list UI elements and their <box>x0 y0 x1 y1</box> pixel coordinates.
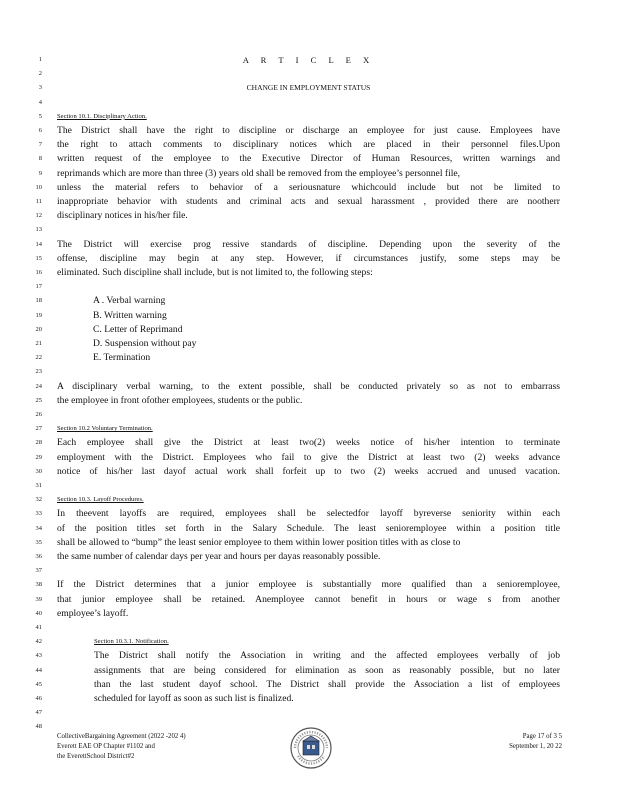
line-number: 41 <box>35 624 42 631</box>
document-line <box>0 309 618 323</box>
document-line <box>0 706 618 720</box>
article-title: A R T I C L E X <box>242 55 375 65</box>
document-line <box>0 223 618 237</box>
line-number: 29 <box>35 453 42 461</box>
list-item: B. Written warning <box>93 309 167 321</box>
body-text-line: assignments that are being considered for elimination as soon as reasonably possible, but no later <box>94 664 560 676</box>
line-number: 33 <box>35 510 42 518</box>
document-line <box>0 152 618 166</box>
line-number: 4 <box>38 98 42 106</box>
document-line <box>0 507 618 521</box>
body-text-line: The District shall notify the Association in writing and the affected employees verbally of job <box>94 650 560 662</box>
document-line <box>0 167 618 181</box>
body-text-line: shall be allowed to “bump” the least senior employee to them within lower position titles with as close to <box>57 536 461 548</box>
line-number: 38 <box>35 581 42 589</box>
document-line <box>0 422 618 436</box>
line-number: 32 <box>35 496 42 504</box>
body-text-line: than the last student dayof school. The District shall provide the Association a list of employees <box>94 678 560 690</box>
line-number: 22 <box>35 354 42 362</box>
section-heading-text: Section 10.3. Layoff Procedures. <box>57 496 144 504</box>
line-number: 45 <box>35 680 42 688</box>
school-district-seal-icon <box>289 726 333 770</box>
body-text-line: employee’s layoff. <box>57 607 129 619</box>
document-line <box>0 649 618 663</box>
footer-district-line: the EverettSchool District#2 <box>57 753 135 760</box>
body-text-line: employment with the District. Employees who fail to give the District at least two (2) weeks advance <box>57 451 560 463</box>
list-item: A . Verbal warning <box>93 295 166 307</box>
article-subtitle: CHANGE IN EMPLOYMENT STATUS <box>246 83 371 93</box>
line-number: 17 <box>35 283 42 291</box>
document-line <box>0 280 618 294</box>
document-line <box>0 550 618 564</box>
document-line <box>0 479 618 493</box>
footer-chapter-line: Everett EAE OP Chapter #1102 and <box>57 743 155 750</box>
line-number: 12 <box>35 212 42 220</box>
line-number: 42 <box>35 638 42 646</box>
body-text-line: notice of his/her last dayof actual work shall forfeit up to two (2) weeks accrued and unused vacation. <box>57 465 560 477</box>
body-text-line: written request of the employee to the Executive Director of Human Resources, written warnings and <box>57 153 560 165</box>
document-line <box>0 664 618 678</box>
line-number: 27 <box>35 425 42 433</box>
line-number: 14 <box>35 240 42 248</box>
line-number: 37 <box>35 567 42 575</box>
body-text-line: of the position titles set forth in the Salary Schedule. The least senioremployee within a position title <box>57 522 560 534</box>
document-line <box>0 195 618 209</box>
document-line <box>0 621 618 635</box>
body-text-line: reprimands which are more than three (3) years old shall be removed from the employee’s personnel file, <box>57 167 461 179</box>
body-text-line: In theevent layoffs are required, employees shall be selectedfor layoff byreverse seniority within each <box>57 508 560 520</box>
section-heading <box>57 422 560 436</box>
line-number: 47 <box>35 709 42 717</box>
document-line <box>0 181 618 195</box>
line-number: 1 <box>38 56 42 63</box>
document-line <box>0 493 618 507</box>
document-line <box>0 635 618 649</box>
document-line <box>0 678 618 692</box>
line-number: 8 <box>38 155 42 163</box>
list-item: E. Termination <box>93 352 151 364</box>
document-line <box>0 252 618 266</box>
line-number: 43 <box>35 652 42 660</box>
body-text-line: offense, discipline may begin at any step. However, if circumstances justify, some steps may be <box>57 252 560 264</box>
section-heading <box>94 635 560 649</box>
document-line <box>0 67 618 81</box>
document-line <box>0 465 618 479</box>
body-text-line: inappropriate behavior with students and criminal acts and sexual harassment , provided there are nootherr <box>57 196 560 207</box>
line-number: 10 <box>35 183 42 191</box>
body-text-line: the employee in front ofother employees, students or the public. <box>57 394 303 406</box>
body-text-line: the same number of calendar days per year and hours per dayas reasonably possible. <box>57 551 381 562</box>
document-line <box>0 351 618 365</box>
document-line <box>0 380 618 394</box>
line-number: 2 <box>38 70 42 78</box>
body-text-line: eliminated. Such discipline shall include, but is not limited to, the following steps: <box>57 267 373 278</box>
line-number: 5 <box>38 112 42 120</box>
line-number: 39 <box>35 595 42 603</box>
list-item: C. Letter of Reprimand <box>93 323 183 335</box>
line-number: 30 <box>35 467 42 475</box>
section-heading-text: Section 10.3.1. Notification. <box>94 638 169 646</box>
line-number: 20 <box>35 325 42 333</box>
section-heading <box>57 493 560 507</box>
document-line <box>0 294 618 308</box>
body-text-line: that junior employee shall be retained. Anemployee cannot benefit in hours or wage s from another <box>57 593 560 605</box>
document-line <box>0 522 618 536</box>
section-heading <box>57 110 560 124</box>
line-number: 16 <box>35 269 42 276</box>
document-line <box>0 451 618 465</box>
line-number: 26 <box>35 411 42 418</box>
document-line <box>0 124 618 138</box>
line-number: 44 <box>35 666 42 674</box>
line-number: 6 <box>38 127 42 134</box>
document-line <box>0 394 618 408</box>
document-line <box>0 337 618 351</box>
document-line <box>0 408 618 422</box>
document-line <box>0 692 618 706</box>
body-text-line: the right to attach comments to disciplinary notices which are placed in their personnel files.Upon <box>57 139 560 151</box>
body-text-line: scheduled for layoff as soon as such list is finalized. <box>94 693 294 704</box>
body-text-line: The District will exercise prog ressive standards of discipline. Depending upon the severity of the <box>57 238 560 250</box>
line-number: 36 <box>35 553 42 560</box>
document-line <box>0 266 618 280</box>
document-line <box>0 578 618 592</box>
footer-agreement-line: CollectiveBargaining Agreement (2022 -202 4) <box>57 733 186 740</box>
body-text-line: The District shall have the right to discipline or discharge an employee for just cause. Employees have <box>57 125 560 136</box>
line-number: 25 <box>35 396 42 404</box>
line-number: 11 <box>35 198 42 205</box>
line-number: 7 <box>38 141 42 149</box>
line-number: 35 <box>35 538 42 546</box>
document-line <box>0 536 618 550</box>
line-number: 40 <box>35 609 42 617</box>
line-number: 31 <box>35 482 42 489</box>
footer-right <box>470 732 562 752</box>
line-number: 34 <box>35 524 42 532</box>
document-line <box>0 593 618 607</box>
document-line <box>0 607 618 621</box>
line-number: 13 <box>35 226 42 234</box>
document-line <box>0 365 618 379</box>
body-text-line: If the District determines that a junior employee is substantially more qualified than a senioremployee, <box>57 579 560 591</box>
line-number: 48 <box>35 723 42 731</box>
line-number: 3 <box>38 84 42 92</box>
document-line <box>0 436 618 450</box>
document-line <box>0 96 618 110</box>
line-number: 15 <box>35 254 42 262</box>
body-text-line: unless the material refers to behavior of a seriousnature whichcould include but not be limited to <box>57 181 560 193</box>
document-line <box>0 53 618 67</box>
body-text-line: disciplinary notices in his/her file. <box>57 210 188 222</box>
section-heading-text: Section 10.2 Voluntary Termination. <box>57 425 153 433</box>
line-number: 19 <box>35 311 42 319</box>
document-line <box>0 323 618 337</box>
document-line <box>0 81 618 95</box>
document-line <box>0 138 618 152</box>
body-text-line: Each employee shall give the District at least two(2) weeks notice of his/her intention to terminate <box>57 437 560 449</box>
section-heading-text: Section 10.1. Disciplinary Action. <box>57 112 147 120</box>
document-line <box>0 110 618 124</box>
line-number: 28 <box>35 439 42 447</box>
footer-date: September 1, 20 22 <box>509 743 562 750</box>
line-number: 9 <box>38 169 42 177</box>
document-line <box>0 238 618 252</box>
document-line <box>0 209 618 223</box>
document-line <box>0 564 618 578</box>
line-number: 24 <box>35 382 42 390</box>
body-text-line: A disciplinary verbal warning, to the extent possible, shall be conducted privately so as not to embarrass <box>57 380 560 392</box>
list-item: D. Suspension without pay <box>93 338 197 349</box>
line-number: 18 <box>35 297 42 305</box>
line-number: 23 <box>35 368 42 376</box>
line-number: 46 <box>35 695 42 702</box>
line-number: 21 <box>35 340 42 347</box>
footer-page-number: Page 17 of 3 5 <box>522 733 562 740</box>
footer-left <box>57 732 277 762</box>
